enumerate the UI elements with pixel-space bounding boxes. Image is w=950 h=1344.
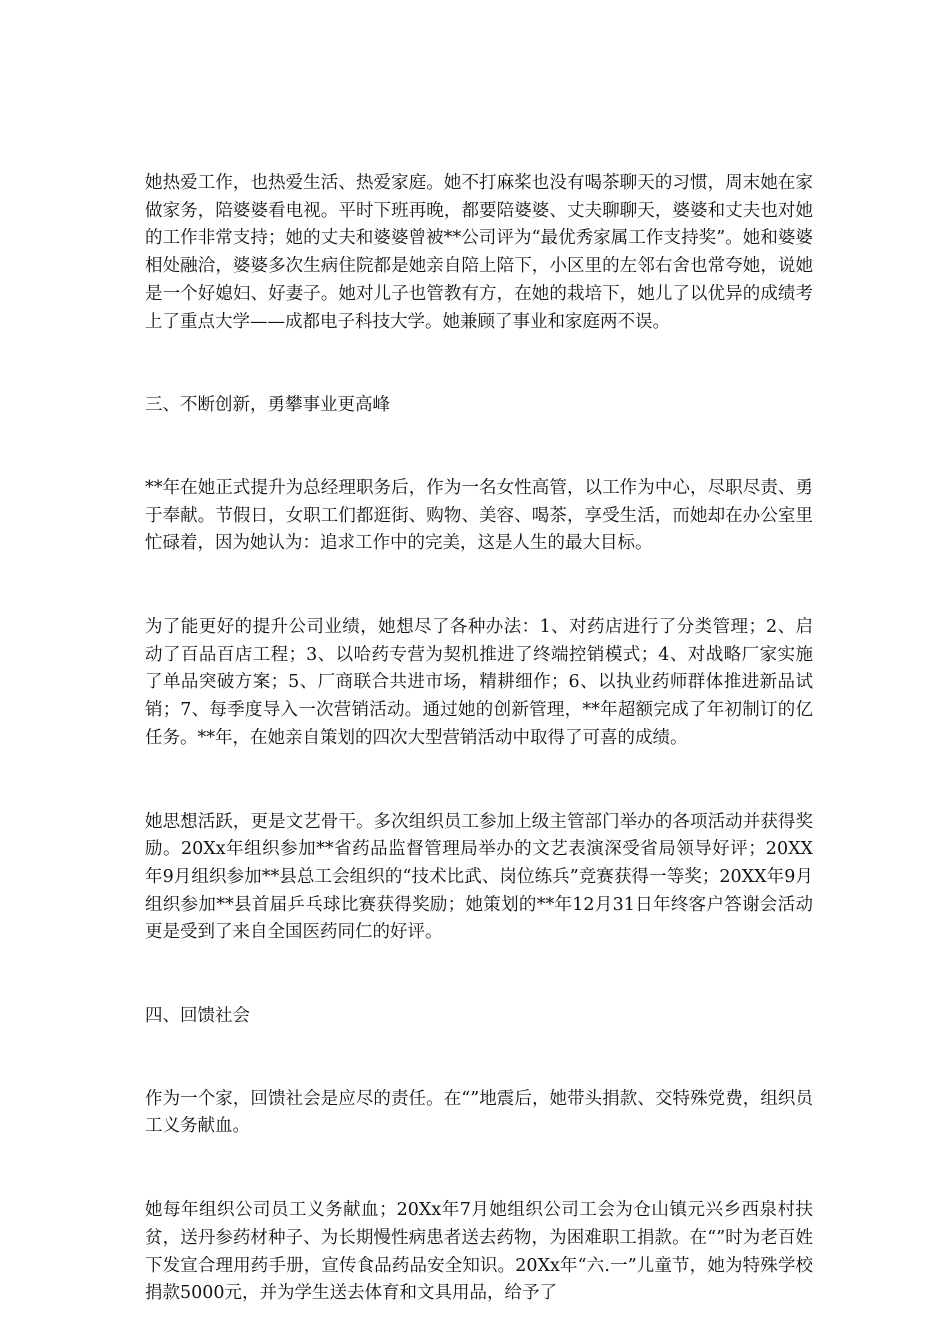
- section-heading-innovation: 三、不断创新，勇攀事业更高峰: [145, 395, 390, 416]
- paragraph-business-methods: 为了能更好的提升公司业绩，她想尽了各种办法：1、对药店进行了分类管理；2、启动了百品百店工程；3、以哈药专营为契机推进了终端控销模式；4、对战略厂家实施了单品突破方案；5、厂商联合共进市场，精耕细作；6、以执业药师群体推进新品试销；7、每季度导入一次营销活动。通过她的创新管理，**年超额完成了年初制订的亿任务。**年，在她亲自策划的四次大型营销活动中取得了可喜的成绩。: [145, 617, 813, 748]
- document-body: [145, 170, 813, 1308]
- section-heading-society: 四、回馈社会: [145, 1006, 250, 1027]
- paragraph-charity: 她每年组织公司员工义务献血；20Xx年7月她组织公司工会为仓山镇元兴乡西泉村扶贫，送丹参药材种子、为长期慢性病患者送去药物，为困难职工捐款。在“”时为老百姓下发宣合理用药手册，宣传食品药品安全知识。20Xx年“六.一”儿童节，她为特殊学校捐款5000元，并为学生送去体育和文具用品，给予了: [145, 1200, 813, 1304]
- paragraph-promotion: **年在她正式提升为总经理职务后，作为一名女性高管，以工作为中心，尽职尽责、勇于奉献。节假日，女职工们都逛街、购物、美容、喝茶，享受生活，而她却在办公室里忙碌着，因为她认为：追求工作中的完美，这是人生的最大目标。: [145, 477, 813, 554]
- paragraph-arts-activities: 她思想活跃，更是文艺骨干。多次组织员工参加上级主管部门举办的各项活动并获得奖励。20Xx年组织参加**省药品监督管理局举办的文艺表演深受省局领导好评；20XX年9月组织参加**县总工会组织的“技术比武、岗位练兵”竞赛获得一等奖；20XX年9月组织参加**县首届乒乓球比赛获得奖励；她策划的**年12月31日年终客户答谢会活动更是受到了来自全国医药同仁的好评。: [145, 811, 813, 943]
- paragraph-earthquake: 作为一个家，回馈社会是应尽的责任。在“”地震后，她带头捐款、交特殊党费，组织员工义务献血。: [145, 1088, 813, 1137]
- paragraph-family: 她热爱工作，也热爱生活、热爱家庭。她不打麻桨也没有喝茶聊天的习惯，周末她在家做家务，陪婆婆看电视。平时下班再晚，都要陪婆婆、丈夫聊聊天，婆婆和丈夫也对她的工作非常支持；她的丈夫和婆婆曾被**公司评为“最优秀家属工作支持奖”。她和婆婆相处融洽，婆婆多次生病住院都是她亲自陪上陪下，小区里的左邻右舍也常夸她，说她是一个好媳妇、好妻子。她对儿子也管教有方，在她的栽培下，她儿了以优异的成绩考上了重点大学——成都电子科技大学。她兼顾了事业和家庭两不误。: [145, 173, 813, 332]
